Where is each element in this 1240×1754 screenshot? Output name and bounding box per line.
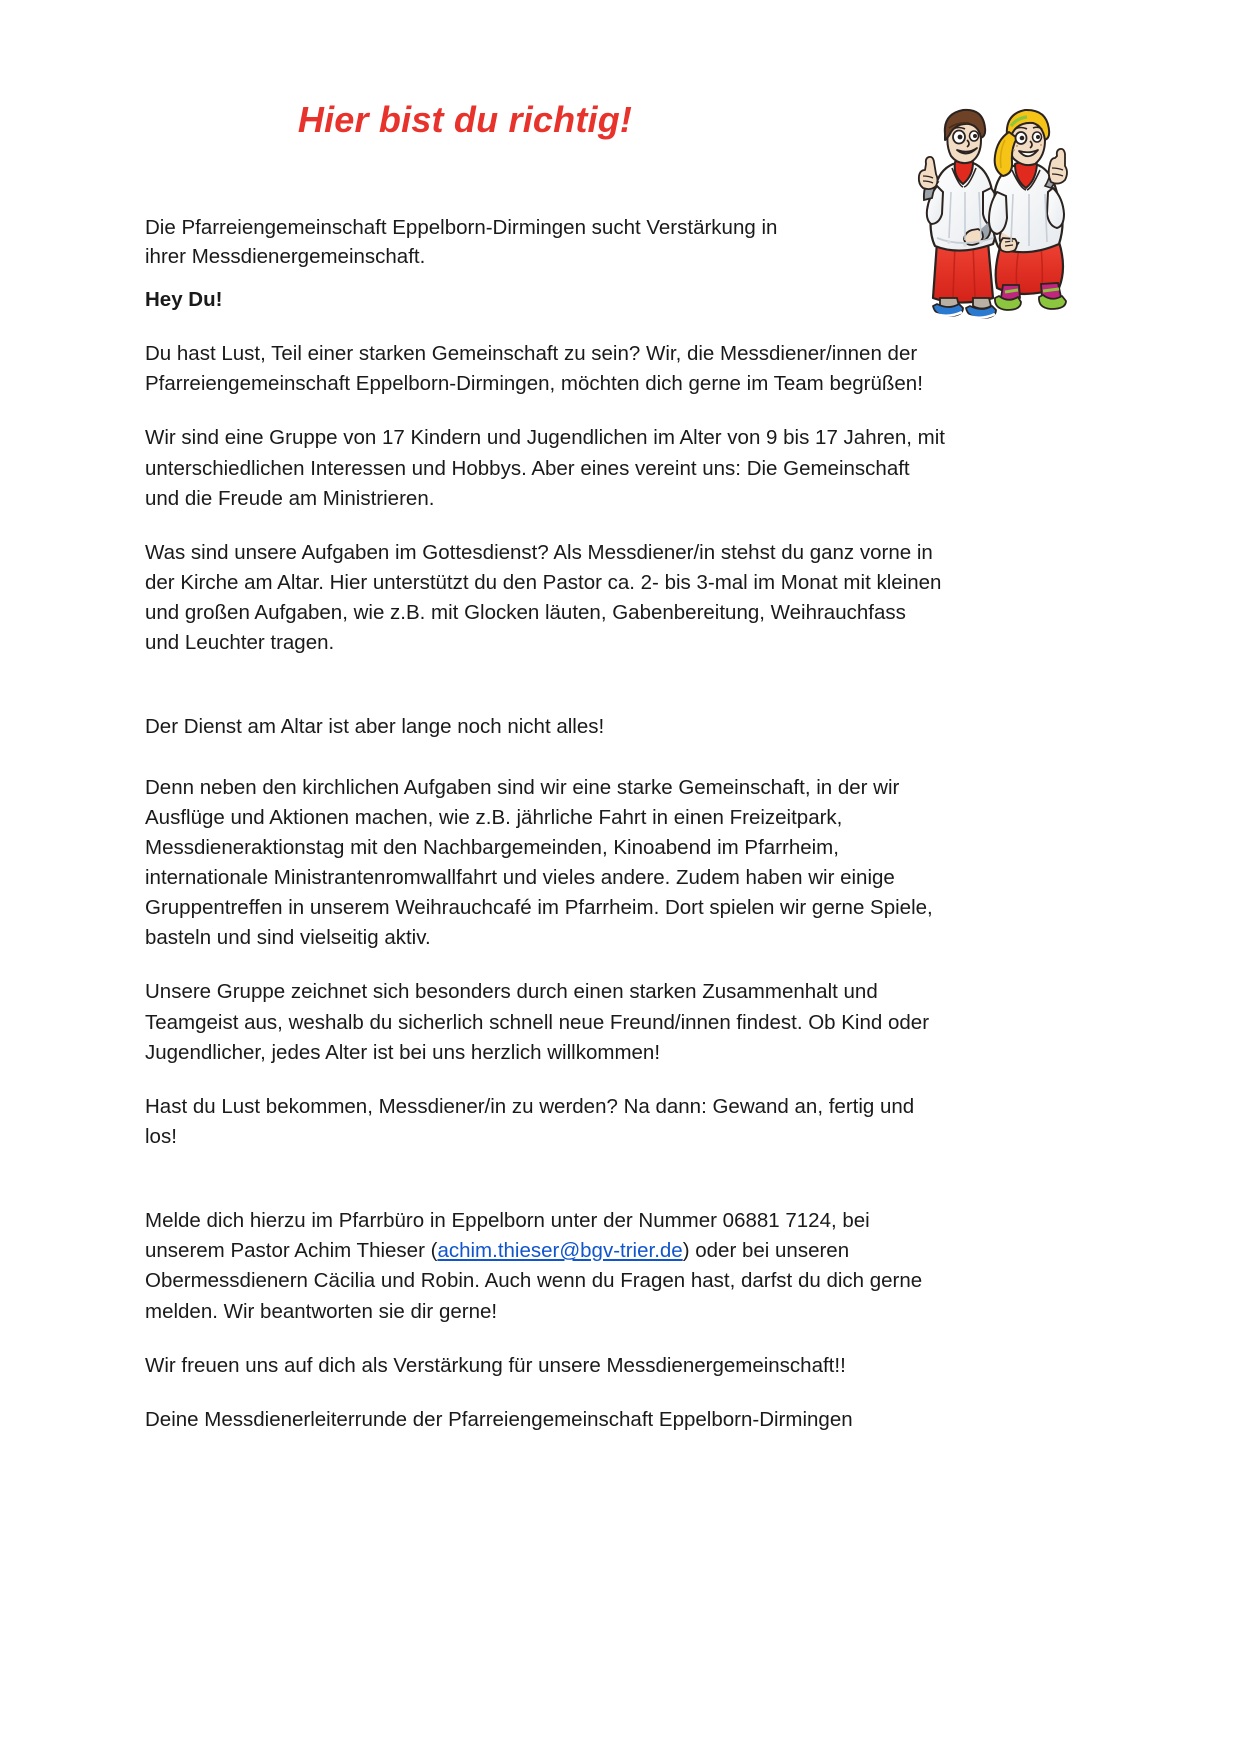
header-zone [0,0,1240,268]
paragraph-team-spirit: Unsere Gruppe zeichnet sich besonders durch einen starken Zusammenhalt und Teamgeist aus, weshalb du sicherlich schnell neue Freund/innen findest. Ob Kind oder Jugendlicher, jedes Alter ist bei uns herzlich willkommen! [145,980,930,1064]
email-link[interactable]: achim.thieser@bgv-trier.de [437,1239,683,1263]
paragraph-call-to-action: Hast du Lust bekommen, Messdiener/in zu werden? Na dann: Gewand an, fertig und los! [145,1094,915,1148]
altar-service-details: Denn neben den kirchlichen Aufgaben sind wir eine starke Gemeinschaft, in der wir Ausflüge und Aktionen machen, wie z.B. jährliche Fahrt in einen Freizeitpark, Messdieneraktionstag mit den Nachbargemeinden, Kinoabend im Pfarrheim, internationale Ministrantenromwallfahrt und vieles andere. Zudem haben wir einige Gruppentreffen in unserem Weihrauchcafé im Pfarrheim. Dort spielen wir gerne Spiele, basteln und sind vielseitig aktiv. [145,775,933,950]
contact-text-after-email: ) oder bei unseren Obermessdienern Cäcilia und Robin. Auch wenn du Fragen hast, darfst du dich gerne melden. Wir beantworten sie dir gerne! [145,1239,923,1323]
paragraph-closing-welcome: Wir freuen uns auf dich als Verstärkung für unsere Messdienergemeinschaft!! [145,1353,846,1377]
contact-text-before-email: Melde dich hierzu im Pfarrbüro in Eppelborn unter der Nummer 06881 7124, bei unserem Pastor Achim Thieser ( [145,1209,870,1263]
page-title: Hier bist du richtig! [297,99,633,140]
paragraph-altar-service [145,682,945,953]
paragraph-group-description: Wir sind eine Gruppe von 17 Kindern und Jugendlichen im Alter von 9 bis 17 Jahren, mit unterschiedlichen Interessen und Hobbys. Aber eines vereint uns: Die Gemeinschaft und die Freude am Ministrieren. [145,426,945,510]
paragraph-contact [145,1176,945,1327]
paragraph-invitation: Du hast Lust, Teil einer starken Gemeinschaft zu sein? Wir, die Messdiener/innen der Pfarreiengemeinschaft Eppelborn-Dirmingen, möchten dich gerne im Team begrüßen! [145,342,923,396]
paragraph-tasks: Was sind unsere Aufgaben im Gottesdienst? Als Messdiener/in stehst du ganz vorne in der Kirche am Altar. Hier unterstützt du den Pastor ca. 2- bis 3-mal im Monat mit kleinen und großen Aufgaben, wie z.B. mit Glocken läuten, Gabenbereitung, Weihrauchfass und Leuchter tragen. [145,540,942,655]
altar-service-headline: Der Dienst am Altar ist aber lange noch nicht alles! [145,715,605,739]
signature-line: Deine Messdienerleiterrunde der Pfarreiengemeinschaft Eppelborn-Dirmingen [145,1407,853,1431]
intro-paragraph: Die Pfarreiengemeinschaft Eppelborn-Dirmingen sucht Verstärkung in ihrer Messdienergemeinschaft. [145,215,778,268]
salutation: Hey Du! [145,288,223,311]
letter-body [145,285,945,1459]
